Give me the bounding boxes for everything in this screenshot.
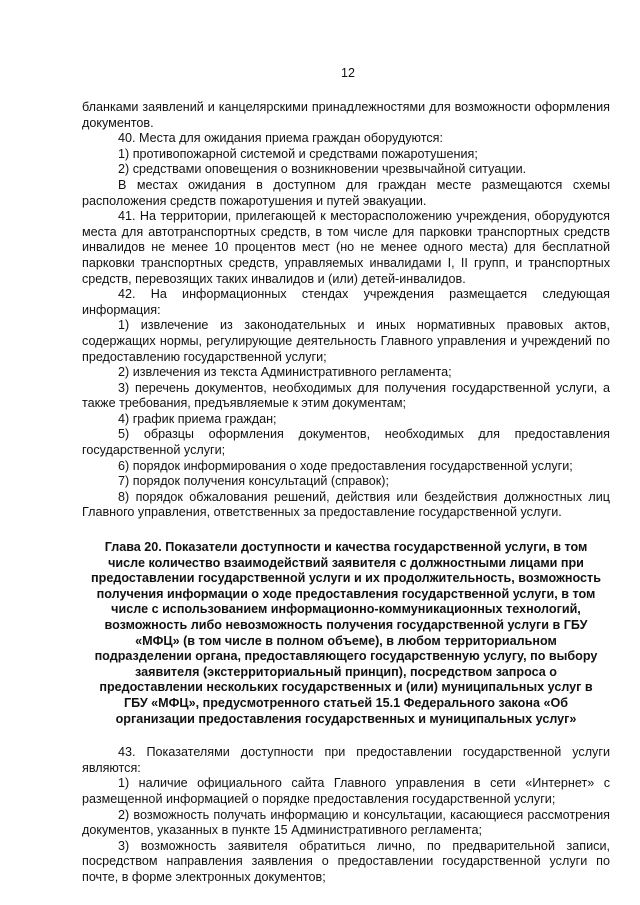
paragraph: 1) наличие официального сайта Главного управления в сети «Интернет» с размещенной информацией о порядке предоставления государственной услуги;: [82, 776, 610, 806]
paragraph: 3) возможность заявителя обратиться лично, по предварительной записи, посредством направления заявления о предоставлении государственной услуги по почте, в форме электронных документов;: [82, 838, 610, 884]
paragraph: 5) образцы оформления документов, необходимых для предоставления государственной услуги;: [82, 427, 610, 458]
paragraph: 42. На информационных стендах учреждения размещается следующая информация:: [82, 287, 610, 317]
section-before: [82, 100, 610, 521]
paragraph: 3) перечень документов, необходимых для получения государственной услуги, а также требования, предъявляемые к этим документам;: [82, 380, 610, 411]
paragraph: 1) извлечение из законодательных и иных нормативных правовых актов, содержащих нормы, регулирующие деятельность Главного управления и учреждений по предоставлению государственной услуги;: [82, 318, 610, 364]
paragraph: 7) порядок получения консультаций (справок);: [118, 474, 389, 489]
paragraph: 40. Места для ожидания приема граждан оборудуются:: [118, 131, 443, 146]
chapter-heading: Глава 20. Показатели доступности и качества государственной услуги, в том числе количество взаимодействий заявителя с должностными лицами при предоставлении государственной услуги и их продолжительность, возможность получения информации о ходе предоставления государственной услуги, в том числе с использованием информационно-коммуникационных технологий, возможность либо невозможность получения государственной услуги в ГБУ «МФЦ» (в том числе в полном объеме), в любом территориальном подразделении органа, предоставляющего государственную услугу, по выбору заявителя (экстерриториальный принцип), посредством запроса о предоставлении нескольких государственных и (или) муниципальных услуг в ГБУ «МФЦ», предусмотренного статьей 15.1 Федерального закона «Об организации предоставления государственных и муниципальных услуг»: [91, 540, 601, 726]
section-after: [82, 745, 610, 885]
paragraph: 8) порядок обжалования решений, действия или бездействия должностных лиц Главного управления, ответственных за предоставление государственной услуги.: [82, 489, 610, 520]
paragraph: 1) противопожарной системой и средствами пожаротушения;: [118, 146, 478, 161]
paragraph: 43. Показателями доступности при предоставлении государственной услуги являются:: [82, 745, 610, 775]
paragraph: В местах ожидания в доступном для граждан месте размещаются схемы расположения средств пожаротушения и путей эвакуации.: [82, 177, 610, 208]
paragraph: 41. На территории, прилегающей к месторасположению учреждения, оборудуются места для автотранспортных средств, в том числе для парковки транспортных средств инвалидов не менее 10 процентов мест (но не менее одного места) для бесплатной парковки транспортных средств, управляемых инвалидами I, II групп, и транспортных средств, перевозящих таких инвалидов и (или) детей-инвалидов.: [82, 209, 610, 286]
paragraph: 4) график приема граждан;: [118, 411, 277, 426]
paragraph: 2) средствами оповещения о возникновении чрезвычайной ситуации.: [118, 162, 527, 177]
paragraph: 2) извлечения из текста Административного регламента;: [118, 365, 452, 380]
paragraph: бланками заявлений и канцелярскими принадлежностями для возможности оформления документов.: [82, 100, 610, 130]
paragraph: 2) возможность получать информацию и консультации, касающиеся рассмотрения документов, указанных в пункте 15 Административного регламента;: [82, 807, 610, 838]
paragraph: 6) порядок информирования о ходе предоставления государственной услуги;: [118, 458, 573, 473]
page-number: 12: [341, 66, 355, 80]
